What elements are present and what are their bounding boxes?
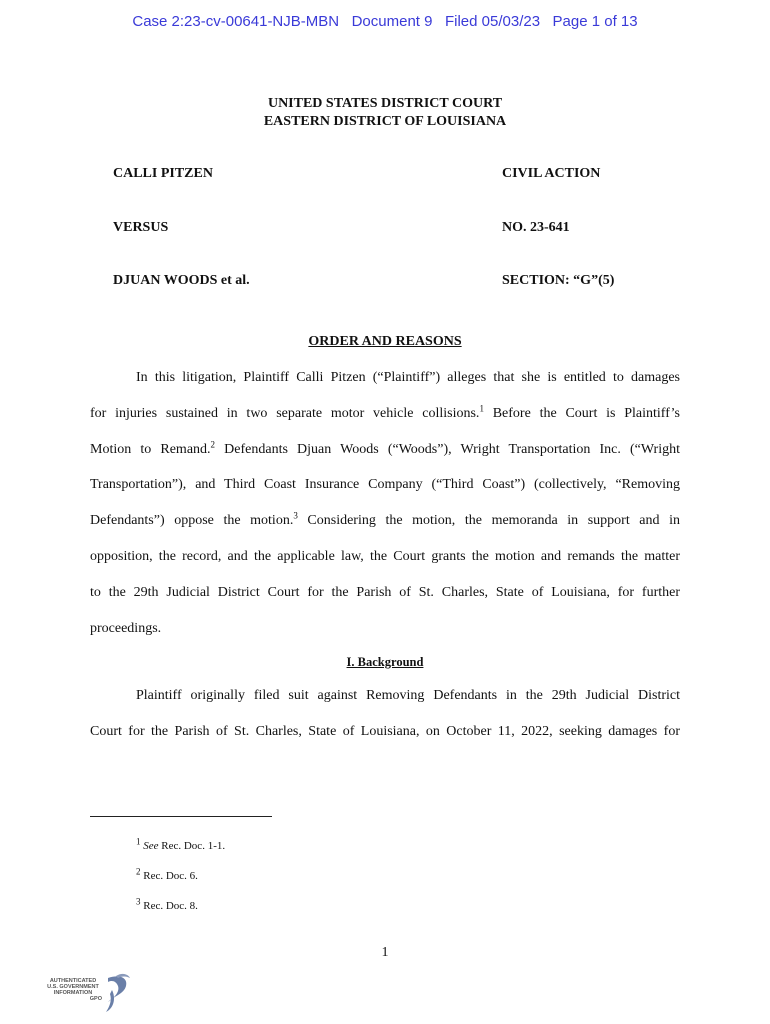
document-title: ORDER AND REASONS [308, 334, 462, 349]
section-heading-background: I. Background [346, 655, 424, 669]
footnote-ref: 1 [479, 403, 484, 414]
intro-line [90, 503, 680, 539]
intro-line: In this litigation, Plaintiff Calli Pitzen (“Plaintiff”) alleges that she is entitled to damages [136, 370, 680, 385]
intro-line [90, 396, 680, 432]
background-line: Court for the Parish of St. Charles, State of Louisiana, on October 11, 2022, seeking damages for [90, 723, 680, 739]
intro-line: proceedings. [90, 620, 162, 636]
eagle-icon [42, 968, 132, 1016]
caption-plaintiff: CALLI PITZEN [113, 166, 213, 181]
caption-defendants: DJUAN WOODS et al. [113, 273, 250, 288]
footnote-text: Rec. Doc. 6. [143, 870, 198, 882]
intro-line: opposition, the record, and the applicable law, the Court grants the motion and remands the matter [90, 548, 680, 564]
footnote-1 [136, 836, 226, 852]
footnote-ref: 2 [210, 438, 216, 449]
footnote-number: 3 [136, 896, 141, 907]
background-line: Plaintiff originally filed suit against Removing Defendants in the 29th Judicial District [136, 688, 680, 703]
seal-line: AUTHENTICATED [49, 978, 97, 984]
footnote-text: Rec. Doc. 8. [143, 900, 198, 912]
intro-text: Defendants”) oppose the motion. [90, 513, 294, 529]
intro-text: Before the Court is Plaintiff’s [483, 405, 680, 421]
seal-line: U.S. GOVERNMENT [47, 984, 99, 990]
intro-line: Transportation”), and Third Coast Insurance Company (“Third Coast”) (collectively, “Removing [90, 477, 680, 493]
seal-line: INFORMATION [53, 990, 93, 996]
caption-case-number: NO. 23-641 [502, 220, 570, 235]
seal-line: GPO [89, 996, 102, 1002]
footnote-text: Rec. Doc. 1-1. [158, 840, 226, 852]
intro-text: Defendants Djuan Woods (“Woods”), Wright Transportation Inc. (“Wright [215, 441, 680, 457]
intro-line: to the 29th Judicial District Court for the Parish of St. Charles, State of Louisiana, for further [90, 584, 680, 600]
intro-paragraph [90, 360, 680, 646]
caption-section: SECTION: “G”(5) [502, 273, 615, 288]
intro-text: Considering the motion, the memoranda in support and in [297, 513, 680, 529]
court-line-2: EASTERN DISTRICT OF LOUISIANA [263, 114, 507, 129]
footnote-ref: 3 [293, 510, 298, 521]
footnote-divider [90, 816, 272, 817]
footnote-signal: See [143, 840, 159, 852]
intro-line [90, 432, 680, 468]
footnote-3 [136, 896, 198, 912]
intro-text: for injuries sustained in two separate motor vehicle collisions. [90, 405, 480, 421]
gpo-authentication-seal [42, 968, 132, 1016]
caption-versus: VERSUS [113, 220, 169, 235]
footnote-number: 2 [136, 866, 141, 877]
court-name [0, 95, 770, 131]
background-paragraph [90, 678, 680, 750]
page-number: 1 [381, 945, 389, 960]
case-header-stamp: Case 2:23-cv-00641-NJB-MBN Document 9 Filed 05/03/23 Page 1 of 13 [132, 13, 638, 30]
caption-civil-action: CIVIL ACTION [502, 166, 601, 181]
footnote-2 [136, 866, 198, 882]
footnote-number: 1 [136, 836, 141, 847]
intro-text: Motion to Remand. [90, 441, 211, 457]
court-line-1: UNITED STATES DISTRICT COURT [267, 96, 503, 111]
